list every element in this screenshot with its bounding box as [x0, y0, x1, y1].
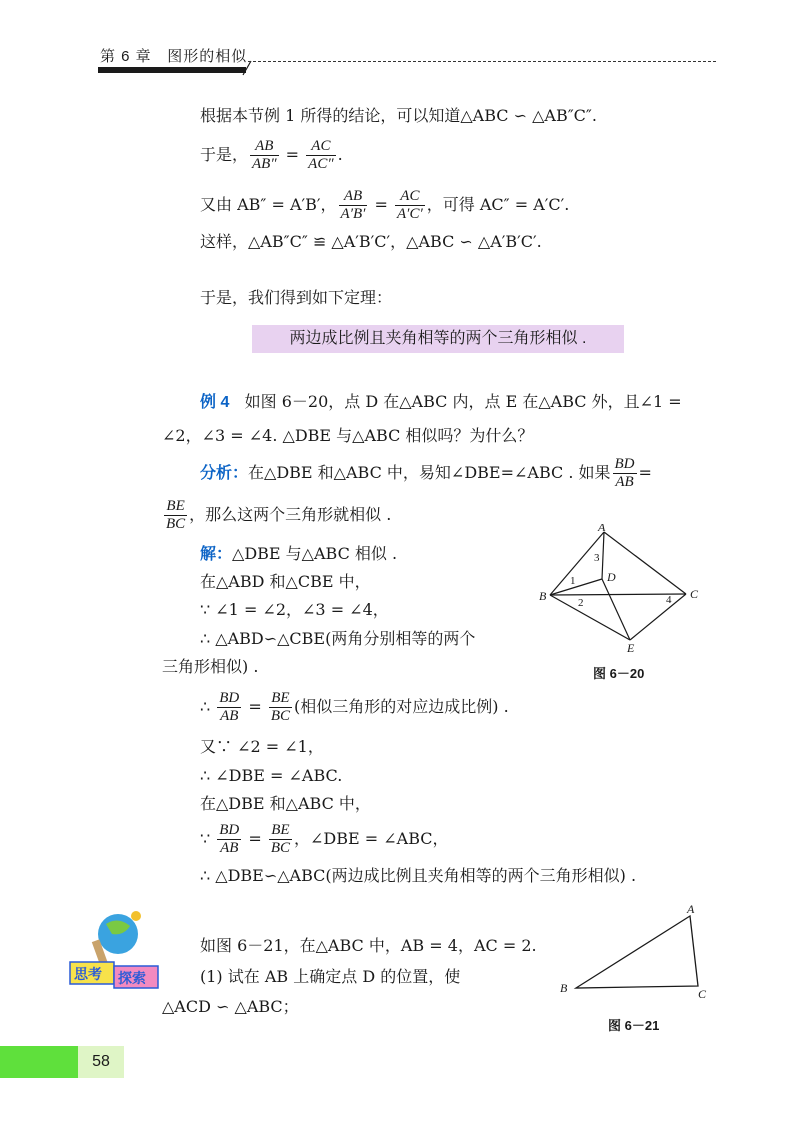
- fraction: [395, 188, 425, 223]
- derivation-line-5: 于是，我们得到如下定理：: [200, 288, 393, 307]
- numerator: BD: [614, 456, 635, 472]
- header-divider-icon: [242, 60, 252, 76]
- think-line-3: △ACD ∽ △ABC；: [162, 997, 299, 1016]
- solution-line-10: [200, 822, 449, 857]
- numerator: AB: [339, 188, 368, 206]
- fraction: [217, 690, 241, 725]
- fraction: [217, 822, 241, 857]
- numerator: BE: [269, 690, 292, 708]
- numerator: AB: [250, 138, 279, 156]
- fraction: [269, 690, 292, 725]
- angle-3-label: 3: [594, 552, 600, 564]
- text-fragment: ，∠DBE = ∠ABC，: [294, 829, 449, 848]
- denominator: A′C′: [397, 206, 423, 222]
- page-number: 58: [78, 1046, 124, 1078]
- angle-1-label: 1: [570, 575, 576, 587]
- angle-2-label: 2: [578, 597, 584, 609]
- fraction: [164, 498, 187, 533]
- label-e: E: [627, 641, 635, 654]
- numerator: BD: [219, 690, 240, 706]
- equals-sign: =: [243, 697, 267, 716]
- label-c: C: [698, 987, 707, 1001]
- denominator: AC″: [308, 156, 334, 172]
- denominator: BC: [166, 516, 186, 532]
- analysis-label: 分析：: [200, 465, 249, 482]
- fraction: [250, 138, 279, 173]
- solution-line-7: 又∵ ∠2 = ∠1，: [200, 737, 324, 756]
- solution-line-9: 在△DBE 和△ABC 中，: [200, 794, 371, 813]
- numerator: AC: [306, 138, 335, 156]
- text-fragment: 于是，: [200, 145, 249, 164]
- segment-bd: [550, 579, 602, 595]
- label-d: D: [607, 570, 616, 584]
- chapter-header: [100, 45, 247, 66]
- segment-ce: [630, 594, 686, 640]
- fraction: [613, 456, 637, 491]
- solution-line-3: ∵ ∠1 = ∠2，∠3 = ∠4，: [200, 600, 389, 619]
- denominator: AB: [220, 840, 239, 856]
- header-underline: [98, 67, 246, 73]
- theorem-highlight: 两边成比例且夹角相等的两个三角形相似 .: [252, 325, 624, 353]
- solution-line-4: ∴ △ABD∽△CBE(两角分别相等的两个: [200, 629, 476, 648]
- numerator: AC: [395, 188, 425, 206]
- think-line-2: (1) 试在 AB 上确定点 D 的位置，使: [200, 967, 461, 986]
- denominator: A′B′: [340, 206, 366, 222]
- analysis-line-2: [162, 498, 391, 533]
- solution-line-11: ∴ △DBE∽△ABC(两边成比例且夹角相等的两个三角形相似) .: [200, 866, 637, 885]
- segment-ac: [604, 532, 686, 594]
- numerator: BD: [219, 822, 240, 838]
- label-a: A: [598, 524, 606, 534]
- equals-sign: =: [243, 829, 267, 848]
- label-c: C: [690, 587, 699, 601]
- derivation-line-4: 这样，△AB″C″ ≌ △A′B′C′，△ABC ∽ △A′B′C′.: [200, 232, 542, 251]
- solution-line-6: [200, 690, 509, 725]
- solution-line-2: 在△ABD 和△CBE 中，: [200, 572, 371, 591]
- derivation-line-2: [200, 138, 343, 173]
- icon-text-explore: 探索: [118, 971, 146, 987]
- text-fragment: .: [337, 145, 343, 164]
- text-fragment: ∴: [200, 697, 216, 716]
- solution-line-1: [200, 542, 397, 567]
- think-explore-icon: [66, 904, 162, 990]
- example-line-2: ∠2，∠3 = ∠4. △DBE 与△ABC 相似吗？为什么？: [162, 426, 534, 445]
- segment-be: [550, 595, 630, 640]
- figure-6-20-caption: 图 6－20: [593, 666, 645, 681]
- fraction: [306, 138, 335, 173]
- numerator: BE: [269, 822, 292, 840]
- text-fragment: (相似三角形的对应边成比例) .: [294, 697, 509, 716]
- denominator: AB″: [252, 156, 277, 172]
- page-number-bar: [0, 1046, 78, 1078]
- solution-line-5: 三角形相似) .: [162, 657, 259, 676]
- text-fragment: 又由 AB″ = A′B′，: [200, 195, 337, 214]
- denominator: BC: [270, 840, 291, 856]
- segment-de: [602, 579, 630, 640]
- label-b: B: [560, 981, 568, 995]
- header-dashed-rule: [248, 61, 716, 62]
- numerator: BE: [164, 498, 187, 516]
- denominator: AB: [615, 474, 634, 490]
- figure-6-21-caption: 图 6－21: [608, 1018, 660, 1033]
- derivation-line-1: 根据本节例 1 所得的结论，可以知道△ABC ∽ △AB″C″.: [200, 106, 597, 125]
- solution-text: △DBE 与△ABC 相似 .: [232, 544, 398, 563]
- text-fragment: ，可得 AC″ = A′C′.: [426, 195, 570, 214]
- angle-4-label: 4: [666, 594, 672, 606]
- think-line-1: 如图 6－21，在△ABC 中，AB = 4，AC = 2.: [200, 936, 537, 955]
- fraction: [269, 822, 292, 857]
- derivation-line-3: [200, 188, 569, 223]
- analysis-text: ，那么这两个三角形就相似 .: [189, 505, 392, 524]
- denominator: AB: [220, 708, 239, 724]
- figure-6-20: [538, 524, 708, 654]
- segment-ad: [602, 532, 604, 579]
- denominator: BC: [270, 708, 291, 724]
- chapter-number: 第 6 章: [100, 48, 152, 65]
- equals-sign: =: [280, 145, 305, 164]
- example-text: 如图 6－20，点 D 在△ABC 内，点 E 在△ABC 外，且∠1 =: [244, 392, 682, 411]
- triangle-abc: [576, 916, 698, 988]
- text-fragment: ∵: [200, 829, 216, 848]
- fraction: [339, 188, 368, 223]
- example-line-1: [200, 390, 682, 415]
- figure-6-21: [556, 902, 716, 1002]
- equals-sign: =: [369, 195, 394, 214]
- label-a: A: [687, 902, 695, 916]
- chapter-title: 图形的相似: [167, 48, 248, 65]
- equals-sign: =: [638, 463, 652, 482]
- solution-line-8: ∴ ∠DBE = ∠ABC.: [200, 766, 343, 785]
- example-label: 例 4: [200, 394, 230, 411]
- solution-label: 解：: [200, 546, 233, 563]
- icon-text-think: 思考: [74, 967, 102, 983]
- analysis-text: 在△DBE 和△ABC 中，易知∠DBE=∠ABC . 如果: [248, 463, 611, 482]
- analysis-line-1: [200, 456, 652, 491]
- label-b: B: [539, 589, 547, 603]
